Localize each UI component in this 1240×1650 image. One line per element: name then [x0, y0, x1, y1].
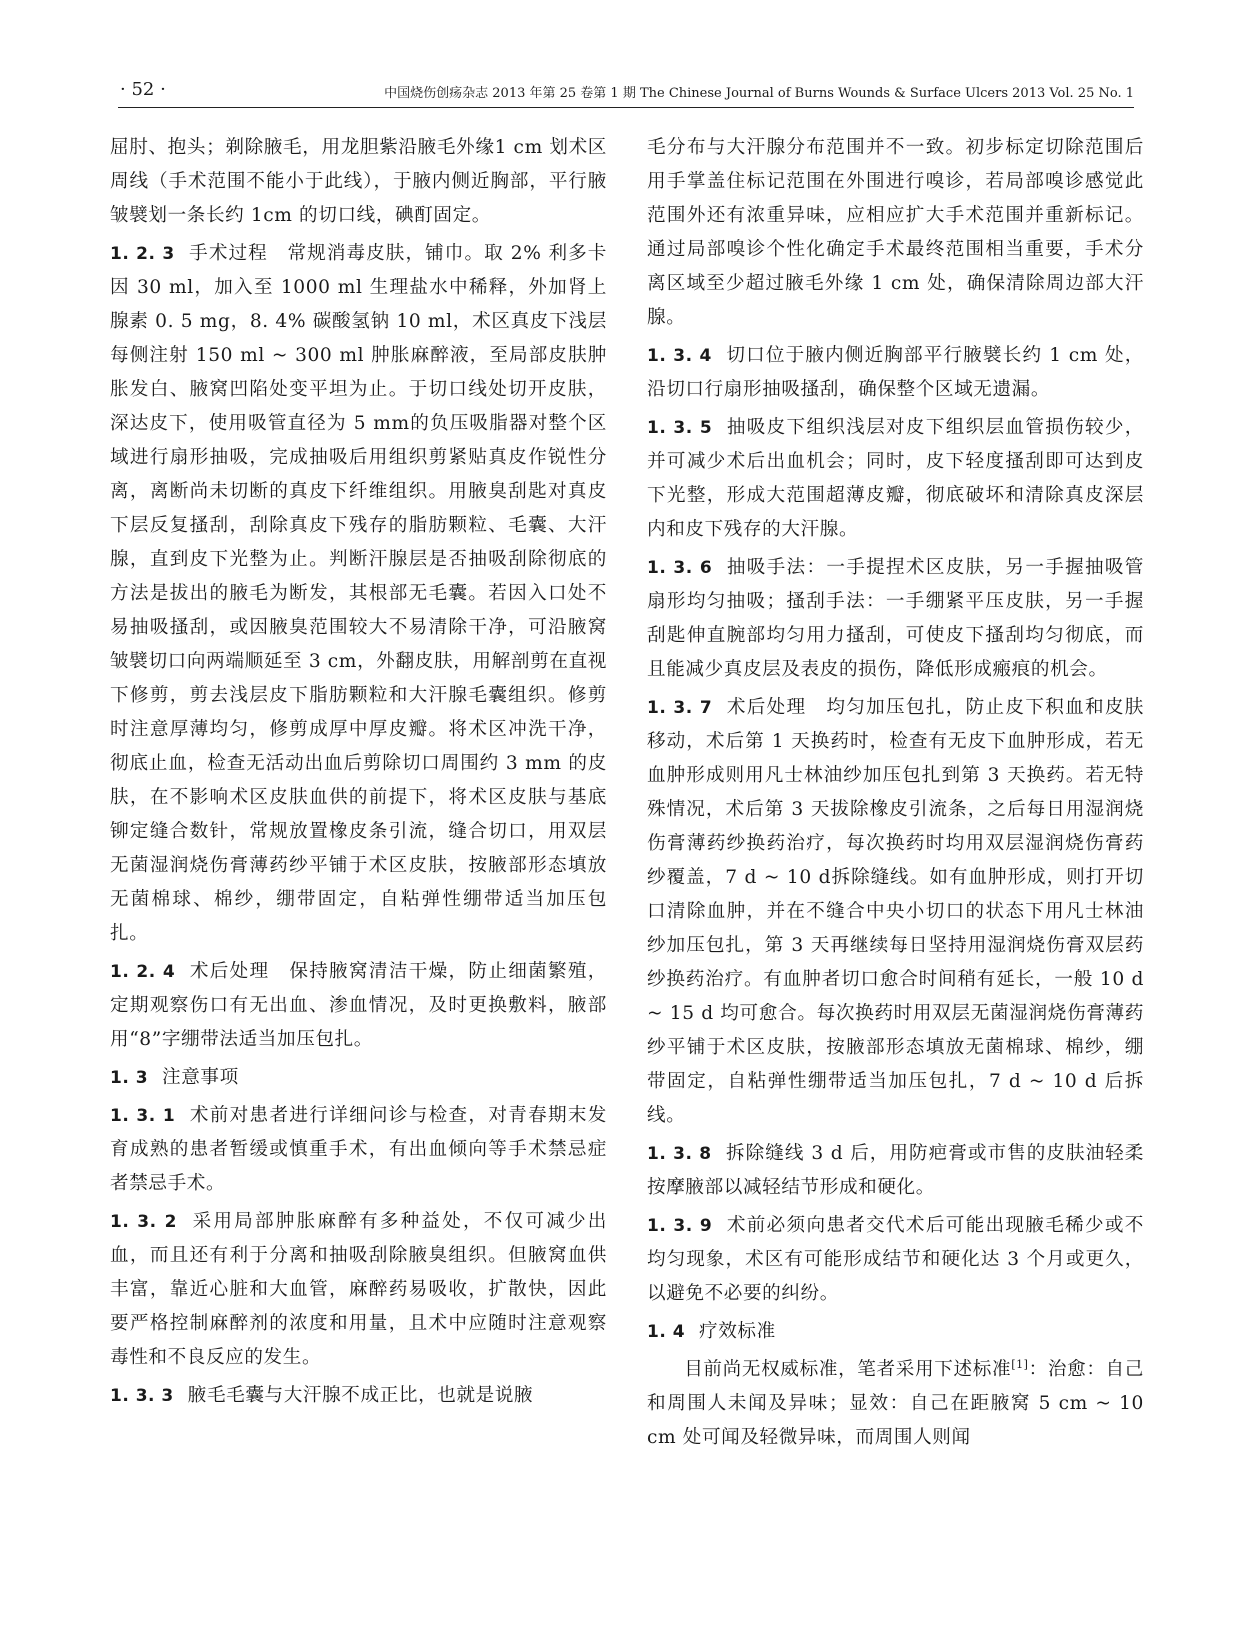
paragraph-continued: 毛分布与大汗腺分布范围并不一致。初步标定切除范围后用手掌盖住标记范围在外围进行嗅诊，若局部嗅诊感觉此范围外还有浓重异味，应相应扩大手术范围并重新标记。通过局部嗅诊个性化确定手术最终范围相当重要，手术分离区域至少超过腋毛外缘 1 cm 处，确保清除周边部大汗腺。: [647, 137, 1144, 328]
section-1-3-7: [647, 691, 1144, 1133]
section-text: 切口位于腋内侧近胸部平行腋襞长约 1 cm 处，沿切口行扇形抽吸搔刮，确保整个区域无遗漏。: [647, 345, 1144, 400]
section-text: 术后处理 均匀加压包扎，防止皮下积血和皮肤移动，术后第 1 天换药时，检查有无皮下血肿形成，若无血肿形成则用凡士林油纱加压包扎到第 3 天换药。若无特殊情况，术后第 3 天拔除橡皮引流条，之后每日用湿润烧伤膏薄药纱换药治疗，每次换药时均用双层湿润烧伤膏药纱覆盖，7 d ~ 10 d拆除缝线。如有血肿形成，则打开切口清除血肿，并在不缝合中央小切口的状态下用凡士林油纱加压包扎，第 3 天再继续每日坚持用湿润烧伤膏双层药纱换药治疗。有血肿者切口愈合时间稍有延长，一般 10 d ~ 15 d 均可愈合。每次换药时用双层无菌湿润烧伤膏薄药纱平铺于术区皮肤，按腋部形态填放无菌棉球、棉纱，绷带固定，自粘弹性绷带适当加压包扎，7 d ~ 10 d 后拆线。: [647, 697, 1144, 1126]
left-column: [110, 131, 607, 1417]
section-1-3-2: [110, 1205, 607, 1375]
criteria-text-a: 目前尚无权威标准，笔者采用下述标准: [684, 1359, 1012, 1380]
paragraph-criteria: [647, 1353, 1144, 1455]
section-title: 疗效标准: [699, 1321, 776, 1342]
section-title: 注意事项: [162, 1067, 239, 1088]
section-number: 1. 3. 9: [647, 1216, 713, 1236]
section-1-3-8: [647, 1137, 1144, 1205]
section-1-2-3: [110, 237, 607, 951]
section-number: 1. 3. 7: [647, 698, 713, 718]
right-column: [647, 131, 1144, 1459]
paragraph: 屈肘、抱头；剃除腋毛，用龙胆紫沿腋毛外缘1 cm 划术区周线（手术范围不能小于此线），于腋内侧近胸部，平行腋皱襞划一条长约 1cm 的切口线，碘酊固定。: [110, 137, 607, 226]
section-number: 1. 3. 8: [647, 1144, 712, 1164]
section-number: 1. 2. 3: [110, 244, 175, 264]
section-number: 1. 3. 4: [647, 346, 712, 366]
section-text: 术前必须向患者交代术后可能出现腋毛稀少或不均匀现象，术区有可能形成结节和硬化达 3 个月或更久，以避免不必要的纠纷。: [647, 1215, 1144, 1304]
page-number: · 52 ·: [120, 79, 166, 100]
section-number: 1. 3. 6: [647, 558, 713, 578]
section-text: 手术过程 常规消毒皮肤，铺巾。取 2% 利多卡因 30 ml，加入至 1000 ml 生理盐水中稀释，外加肾上腺素 0. 5 mg，8. 4% 碳酸氢钠 10 ml，术区真皮下浅层每侧注射 150 ml ~ 300 ml 肿胀麻醉液，至局部皮肤肿胀发白、腋窝凹陷处变平坦为止。于切口线处切开皮肤，深达皮下，使用吸管直径为 5 mm的负压吸脂器对整个区域进行扇形抽吸，完成抽吸后用组织剪紧贴真皮作锐性分离，离断尚未切断的真皮下纤维组织。用腋臭刮匙对真皮下层反复搔刮，刮除真皮下残存的脂肪颗粒、毛囊、大汗腺，直到皮下光整为止。判断汗腺层是否抽吸刮除彻底的方法是拔出的腋毛为断发，其根部无毛囊。若因入口处不易抽吸搔刮，或因腋臭范围较大不易清除干净，可沿腋窝皱襞切口向两端顺延至 3 cm，外翻皮肤，用解剖剪在直视下修剪，剪去浅层皮下脂肪颗粒和大汗腺毛囊组织。修剪时注意厚薄均匀，修剪成厚中厚皮瓣。将术区冲洗干净，彻底止血，检查无活动出血后剪除切口周围约 3 mm 的皮肤，在不影响术区皮肤血供的前提下，将术区皮肤与基底铆定缝合数针，常规放置橡皮条引流，缝合切口，用双层无菌湿润烧伤膏薄药纱平铺于术区皮肤，按腋部形态填放无菌棉球、棉纱，绷带固定，自粘弹性绷带适当加压包扎。: [110, 243, 607, 944]
section-heading-1-4: [647, 1315, 1144, 1349]
running-header: [118, 79, 1134, 108]
section-number: 1. 2. 4: [110, 962, 176, 982]
journal-citation: 中国烧伤创疡杂志 2013 年第 25 卷第 1 期 The Chinese Journal of Burns Wounds & Surface Ulcers 2013 Vol. 25 No. 1: [384, 86, 1134, 101]
section-1-3-5: [647, 411, 1144, 547]
section-number: 1. 3. 3: [110, 1386, 174, 1406]
criteria-text-b: ：治愈：自己和周围人未闻及异味；显效：自己在距腋窝 5 cm ~ 10 cm 处可闻及轻微异味，而周围人则闻: [647, 1359, 1144, 1448]
section-1-3-1: [110, 1099, 607, 1201]
section-text: 抽吸皮下组织浅层对皮下组织层血管损伤较少，并可减少术后出血机会；同时，皮下轻度搔刮即可达到皮下光整，形成大范围超薄皮瓣，彻底破坏和清除真皮深层内和皮下残存的大汗腺。: [647, 417, 1144, 540]
section-number: 1. 3: [110, 1068, 149, 1088]
section-text: 抽吸手法：一手提捏术区皮肤，另一手握抽吸管扇形均匀抽吸；搔刮手法：一手绷紧平压皮肤，另一手握刮匙伸直腕部均匀用力搔刮，可使皮下搔刮均匀彻底，而且能减少真皮层及表皮的损伤，降低形成瘢痕的机会。: [647, 557, 1144, 680]
section-text: 拆除缝线 3 d 后，用防疤膏或市售的皮肤油轻柔按摩腋部以减轻结节形成和硬化。: [647, 1143, 1144, 1198]
section-number: 1. 3. 5: [647, 418, 713, 438]
section-1-3-4: [647, 339, 1144, 407]
section-text: 腋毛毛囊与大汗腺不成正比，也就是说腋: [187, 1385, 534, 1406]
section-1-3-3: [110, 1379, 607, 1413]
citation-ref: [1]: [1011, 1357, 1029, 1371]
section-text: 术后处理 保持腋窝清洁干燥，防止细菌繁殖，定期观察伤口有无出血、渗血情况，及时更换敷料，腋部用“8”字绷带法适当加压包扎。: [110, 961, 607, 1050]
section-number: 1. 3. 1: [110, 1106, 176, 1126]
section-1-2-4: [110, 955, 607, 1057]
section-number: 1. 4: [647, 1322, 686, 1342]
section-1-3-6: [647, 551, 1144, 687]
section-text: 术前对患者进行详细问诊与检查，对青春期末发育成熟的患者暂缓或慎重手术，有出血倾向等手术禁忌症者禁忌手术。: [110, 1105, 607, 1194]
section-number: 1. 3. 2: [110, 1212, 177, 1232]
section-1-3-9: [647, 1209, 1144, 1311]
section-text: 采用局部肿胀麻醉有多种益处，不仅可减少出血，而且还有利于分离和抽吸刮除腋臭组织。但腋窝血供丰富，靠近心脏和大血管，麻醉药易吸收，扩散快，因此要严格控制麻醉剂的浓度和用量，且术中应随时注意观察毒性和不良反应的发生。: [110, 1211, 607, 1368]
section-heading-1-3: [110, 1061, 607, 1095]
